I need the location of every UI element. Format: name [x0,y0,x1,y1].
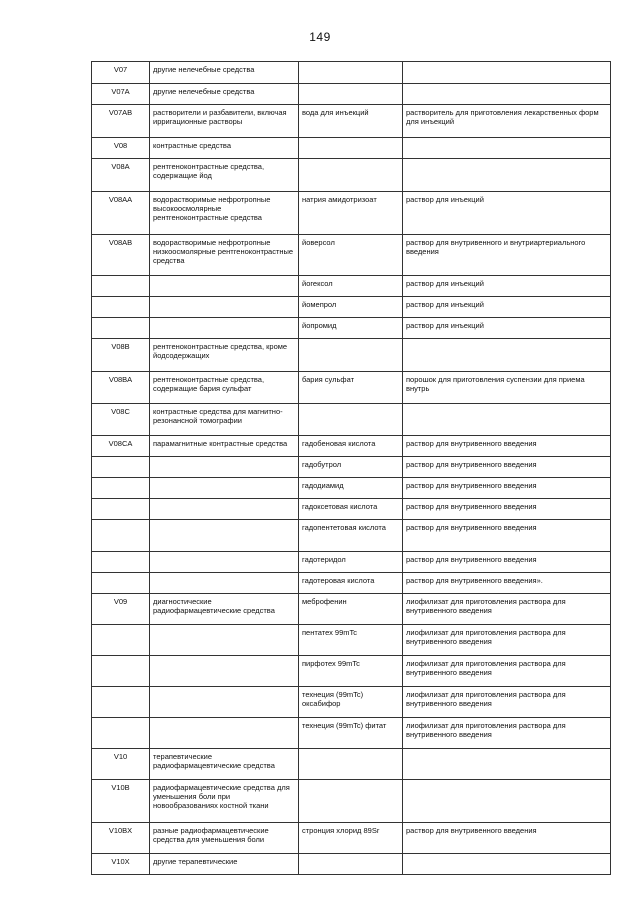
code-cell: V10X [92,854,150,875]
table-row [92,687,611,718]
form-cell: раствор для внутривенного введения [403,520,611,552]
code-cell: V08C [92,404,150,436]
name-cell: контрастные средства [150,138,299,159]
substance-cell: технеция (99mTc) фитат [299,718,403,749]
code-cell: V08A [92,159,150,192]
code-cell [92,520,150,552]
table-row [92,84,611,105]
form-cell: раствор для инъекций [403,318,611,339]
table-row [92,192,611,235]
table-row [92,656,611,687]
name-cell [150,297,299,318]
code-cell: V08 [92,138,150,159]
table-row [92,235,611,276]
name-cell [150,625,299,656]
name-cell: другие терапевтические [150,854,299,875]
name-cell [150,499,299,520]
substance-cell: гадотеровая кислота [299,573,403,594]
table-row [92,297,611,318]
table-row [92,404,611,436]
name-cell [150,552,299,573]
name-cell: радиофармацевтические средства для уменьшения боли при новообразованиях костной ткани [150,780,299,823]
form-cell: раствор для внутривенного введения [403,478,611,499]
substance-cell [299,62,403,84]
code-cell: V10 [92,749,150,780]
name-cell: рентгеноконтрастные средства, содержащие йод [150,159,299,192]
form-cell [403,84,611,105]
name-cell: рентгеноконтрастные средства, содержащие бария сульфат [150,372,299,404]
form-cell: лиофилизат для приготовления раствора для внутривенного введения [403,687,611,718]
code-cell: V10B [92,780,150,823]
name-cell [150,276,299,297]
table-row [92,718,611,749]
substance-cell [299,854,403,875]
name-cell: диагностические радиофармацевтические средства [150,594,299,625]
code-cell [92,552,150,573]
table-row [92,573,611,594]
substance-cell: гадопентетовая кислота [299,520,403,552]
name-cell [150,656,299,687]
substance-cell: пирфотех 99mTc [299,656,403,687]
name-cell [150,520,299,552]
substance-cell [299,339,403,372]
code-cell: V07AB [92,105,150,138]
code-cell: V08AB [92,235,150,276]
substance-cell: гадодиамид [299,478,403,499]
name-cell [150,478,299,499]
code-cell: V08BA [92,372,150,404]
name-cell [150,573,299,594]
drug-table [91,61,611,875]
table-row [92,478,611,499]
form-cell: раствор для инъекций [403,192,611,235]
table-row [92,780,611,823]
code-cell: V08B [92,339,150,372]
table-row [92,823,611,854]
code-cell [92,656,150,687]
name-cell [150,687,299,718]
substance-cell: вода для инъекций [299,105,403,138]
substance-cell: бария сульфат [299,372,403,404]
code-cell: V09 [92,594,150,625]
substance-cell: натрия амидотризоат [299,192,403,235]
code-cell [92,499,150,520]
form-cell [403,159,611,192]
code-cell [92,297,150,318]
code-cell [92,687,150,718]
form-cell [403,62,611,84]
substance-cell [299,404,403,436]
form-cell: лиофилизат для приготовления раствора для внутривенного введения [403,594,611,625]
code-cell: V08AA [92,192,150,235]
code-cell: V08CA [92,436,150,457]
code-cell: V10BX [92,823,150,854]
page-number: 149 [309,30,331,44]
table-row [92,457,611,478]
name-cell: контрастные средства для магнитно-резонансной томографии [150,404,299,436]
code-cell [92,573,150,594]
form-cell: раствор для внутривенного введения [403,436,611,457]
table-row [92,499,611,520]
table-row [92,854,611,875]
substance-cell [299,159,403,192]
substance-cell: гадотеридол [299,552,403,573]
table-row [92,105,611,138]
form-cell: раствор для внутривенного и внутриартериального введения [403,235,611,276]
substance-cell: йогексол [299,276,403,297]
form-cell: раствор для инъекций [403,297,611,318]
form-cell: раствор для внутривенного введения [403,499,611,520]
form-cell: лиофилизат для приготовления раствора для внутривенного введения [403,718,611,749]
form-cell [403,339,611,372]
name-cell: другие нелечебные средства [150,62,299,84]
code-cell [92,276,150,297]
code-cell: V07 [92,62,150,84]
name-cell: парамагнитные контрастные средства [150,436,299,457]
table-row [92,138,611,159]
substance-cell: меброфенин [299,594,403,625]
code-cell [92,318,150,339]
form-cell [403,138,611,159]
substance-cell: технеция (99mTc) оксабифор [299,687,403,718]
name-cell: рентгеноконтрастные средства, кроме йодсодержащих [150,339,299,372]
name-cell [150,318,299,339]
name-cell: растворители и разбавители, включая ирригационные растворы [150,105,299,138]
name-cell: водорастворимые нефротропные низкоосмолярные рентгеноконтрастные средства [150,235,299,276]
form-cell [403,749,611,780]
substance-cell: йопромид [299,318,403,339]
code-cell: V07A [92,84,150,105]
form-cell: раствор для внутривенного введения [403,457,611,478]
name-cell: водорастворимые нефротропные высокоосмолярные рентгеноконтрастные средства [150,192,299,235]
table-row [92,749,611,780]
form-cell: растворитель для приготовления лекарственных форм для инъекций [403,105,611,138]
name-cell [150,718,299,749]
substance-cell [299,749,403,780]
table-row [92,552,611,573]
table-row [92,159,611,192]
substance-cell [299,780,403,823]
substance-cell: гадоксетовая кислота [299,499,403,520]
table-body [92,62,611,875]
form-cell: раствор для внутривенного введения [403,823,611,854]
code-cell [92,457,150,478]
form-cell: порошок для приготовления суспензии для приема внутрь [403,372,611,404]
code-cell [92,625,150,656]
form-cell: лиофилизат для приготовления раствора для внутривенного введения [403,656,611,687]
table-row [92,372,611,404]
substance-cell [299,84,403,105]
code-cell [92,478,150,499]
table-row [92,339,611,372]
table-row [92,318,611,339]
form-cell: лиофилизат для приготовления раствора для внутривенного введения [403,625,611,656]
form-cell [403,780,611,823]
form-cell [403,854,611,875]
substance-cell: йомепрол [299,297,403,318]
form-cell: раствор для инъекций [403,276,611,297]
table-row [92,276,611,297]
substance-cell: йоверсол [299,235,403,276]
name-cell [150,457,299,478]
table-row [92,594,611,625]
form-cell: раствор для внутривенного введения [403,552,611,573]
name-cell: другие нелечебные средства [150,84,299,105]
substance-cell: гадобутрол [299,457,403,478]
table-row [92,436,611,457]
code-cell [92,718,150,749]
form-cell [403,404,611,436]
substance-cell: пентатех 99mTc [299,625,403,656]
substance-cell: стронция хлорид 89Sr [299,823,403,854]
name-cell: разные радиофармацевтические средства для уменьшения боли [150,823,299,854]
substance-cell [299,138,403,159]
name-cell: терапевтические радиофармацевтические средства [150,749,299,780]
table-row [92,625,611,656]
substance-cell: гадобеновая кислота [299,436,403,457]
table-row [92,520,611,552]
form-cell: раствор для внутривенного введения». [403,573,611,594]
table-row [92,62,611,84]
